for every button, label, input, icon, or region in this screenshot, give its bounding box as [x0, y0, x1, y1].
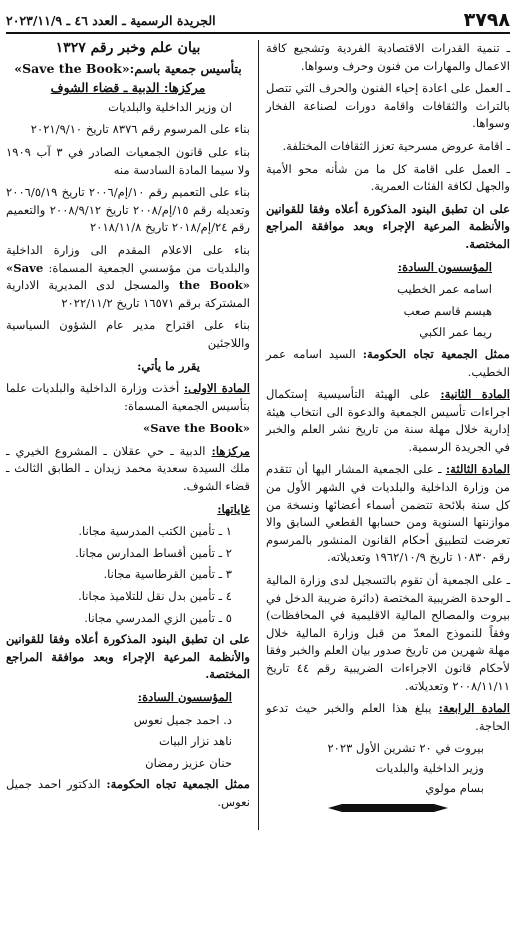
article-3-text: ـ على الجمعية المشار اليها أن تتقدم من وزارة الداخلية والبلديات في الشهر الأول من كل سنة بلائحة تتضمن أسماء أعضائها ونسخة من موازنتها السنوية ومن حسابها القطعي السابق والا تعرضت لتطبيق أحكام القانون المنشور بالمرسوم رقم ١٠٨٣٠ تاريخ ١٩٦٢/١٠/٩ وتعديلاته. [266, 462, 510, 565]
headquarters-text: الدبية ـ حي عقلان ـ المشروع الخيري ـ ملك السيدة سعدية محمد زيدان ـ الطابق الثالث ـ قضاء الشوف. [6, 443, 250, 494]
basis-clause: بناء على اقتراح مدير عام الشؤون السياسية واللاجئين [6, 318, 250, 350]
basis-4-text: بناء على الاعلام المقدم الى وزارة الداخلية والبلديات من مؤسسي الجمعية المسماة: [6, 242, 250, 275]
founder-name: ريما عمر الكبي [419, 325, 492, 340]
representative [266, 346, 510, 381]
sign-name: بسام مولوي [425, 780, 484, 795]
basis-clause: بناء على التعميم رقم ١٠/إم/٢٠٠٦ تاريخ ٢٠٠٦/٥/١٩ وتعديله رقم ١٥/إم/٢٠٠٨ تاريخ ٢٠٠٨/٩/١٢ والتعميم رقم ٢٤/إم/٢٠١٨ تاريخ ٢٠١٨/١١/٨ [6, 185, 250, 235]
compliance-clause: على ان تطبق البنود المذكورة أعلاه وفقا للقوانين والأنظمة المرعية الإجراء وبعد موافقة المراجع المختصة. [6, 632, 250, 682]
article-3-tax: ـ على الجمعية أن تقوم بالتسجيل لدى وزارة المالية ـ الوحدة الضريبية المختصة (دائرة ضريبة الدخل في بيروت والمصالح المالية الاقليمية في المحافظات) وفقاً للنموذج المعدّ من قبل وزارة المالية خلال مهلة شهرين من تاريخ صدور بيان العلم والخبر وفقا لأحكام قانون الاجراءات الضريبية رقم ٤٤ تاريخ ٢٠٠٨/١١/١١ وتعديلاته. [266, 573, 510, 693]
article-2-label: المادة الثانية: [440, 387, 510, 402]
left-column [6, 40, 250, 817]
sign-date: بيروت في ٢٠ تشرين الأول ٢٠٢٣ [327, 741, 484, 756]
sign-minister: وزير الداخلية والبلديات [375, 760, 484, 775]
bullet-item: ـ العمل على اعادة إحياء الفنون والحرف التي تتصل بالتراث والثقافات واقامة دورات لصناعة الفخار وسواها. [266, 81, 510, 131]
representative-value: الدكتور احمد جميل نعوس. [6, 777, 250, 809]
founders-label: المؤسسون السادة: [397, 259, 492, 274]
founder-name: هيسم قاسم صعب [403, 303, 492, 318]
goals-list [6, 523, 250, 627]
article-2 [266, 386, 510, 456]
bullet-item: ـ اقامة عروض مسرحية تعزز الثقافات المختلفة. [282, 138, 510, 153]
goal-item: ٢ ـ تأمين أقساط المدارس مجانا. [75, 545, 232, 560]
article-1-label: المادة الاولى: [183, 381, 250, 396]
notice-title: بيان علم وخبر رقم ١٣٢٧ [55, 40, 201, 56]
goal-item: ٤ ـ تأمين بدل نقل للتلاميذ مجانا. [78, 589, 232, 604]
header-title: الجريدة الرسمية ـ العدد ٤٦ ـ ٢٠٢٣/١١/٩ [6, 12, 216, 28]
decides-line: يقرر ما يأتي: [137, 358, 200, 373]
bullet-item: ـ العمل على اقامة كل ما من شأنه محو الأمية والجهل لكافة الفئات العمرية. [266, 161, 510, 194]
basis-clause: بناء على قانون الجمعيات الصادر في ٣ آب ١٩٠٩ ولا سيما المادة السادسة منه [6, 144, 250, 177]
bullet-item: ـ تنمية القدرات الاقتصادية الفردية وتشجيع كافة الاعمال والمهارات من فنون وحرف وسواها. [266, 41, 510, 73]
headquarters-line: مركزها: الدبية ـ قضاء الشوف [50, 80, 206, 96]
page-number: ٣٧٩٨ [463, 9, 510, 31]
article-2-text: على الهيئة التأسيسية إستكمال اجراءات تأسيس الجمعية والدعوة الى انتخاب هيئة إدارية خلال مهلة سنة من تاريخ نشر العلم والخبر في الجريدة الرسمية. [266, 387, 510, 454]
right-column [266, 40, 510, 813]
column-divider [258, 40, 259, 830]
basis-4-registration: والمسجل لدى المديرية الادارية المشتركة برقم ١٦٥٧١ تاريخ ٢٠٢٢/١١/٢ [6, 278, 250, 310]
arrow-ornament-icon [328, 803, 448, 813]
article-1 [6, 380, 250, 415]
article-4 [266, 700, 510, 735]
founder-name: ناهد نزار البيات [159, 734, 232, 749]
founder-name: حنان عزيز رمضان [145, 755, 232, 770]
representative-label: ممثل الجمعية تجاه الحكومة: [362, 346, 511, 361]
representative-label: ممثل الجمعية تجاه الحكومة: [106, 777, 251, 792]
representative [6, 776, 250, 811]
founders-list [266, 281, 510, 342]
association-name: «Save the Book» [14, 60, 130, 76]
article-1-text: أخذت وزارة الداخلية والبلديات علما بتأسيس الجمعية المسماة: [6, 381, 250, 413]
goal-item: ٣ ـ تأمين القرطاسية مجانا. [103, 567, 232, 582]
basis-clause: بناء على المرسوم رقم ٨٣٧٦ تاريخ ٢٠٢١/٩/١٠ [30, 122, 250, 137]
gazette-page [6, 4, 510, 930]
basis-clause [6, 242, 250, 312]
article-4-label: المادة الرابعة: [438, 701, 511, 716]
notice-subtitle [6, 60, 250, 78]
compliance-clause: على ان تطبق البنود المذكورة أعلاه وفقا للقوانين والأنظمة المرعية الإجراء وبعد موافقة المراجع المختصة. [266, 201, 510, 251]
subtitle-prefix: بتأسيس جمعية باسم: [129, 60, 242, 76]
article-3-label: المادة الثالثة: [445, 462, 511, 477]
ornament-divider [266, 803, 510, 813]
founder-name: اسامه عمر الخطيب [397, 282, 492, 297]
founder-name: د. احمد جميل نعوس [133, 712, 232, 727]
goal-item: ١ ـ تأمين الكتب المدرسية مجانا. [78, 524, 232, 539]
founders-list [6, 712, 250, 773]
association-name-block: «Save the Book» [142, 421, 250, 436]
representative-value: السيد اسامه عمر الخطيب. [266, 346, 510, 379]
association-name-inline: «Save the Book» [6, 260, 251, 293]
article-4-text: يبلغ هذا العلم والخبر حيث تدعو الحاجة. [266, 701, 510, 733]
article-3 [266, 461, 510, 567]
headquarters-detail [6, 443, 250, 496]
intro-line: ان وزير الداخلية والبلديات [108, 99, 232, 114]
goal-item: ٥ ـ تأمين الزي المدرسي مجانا. [84, 610, 232, 625]
signature-block [266, 740, 510, 797]
goals-label: غاياتها: [217, 501, 250, 516]
headquarters-label: مركزها: [211, 443, 250, 458]
page-header [6, 8, 510, 34]
founders-label: المؤسسون السادة: [137, 690, 232, 704]
